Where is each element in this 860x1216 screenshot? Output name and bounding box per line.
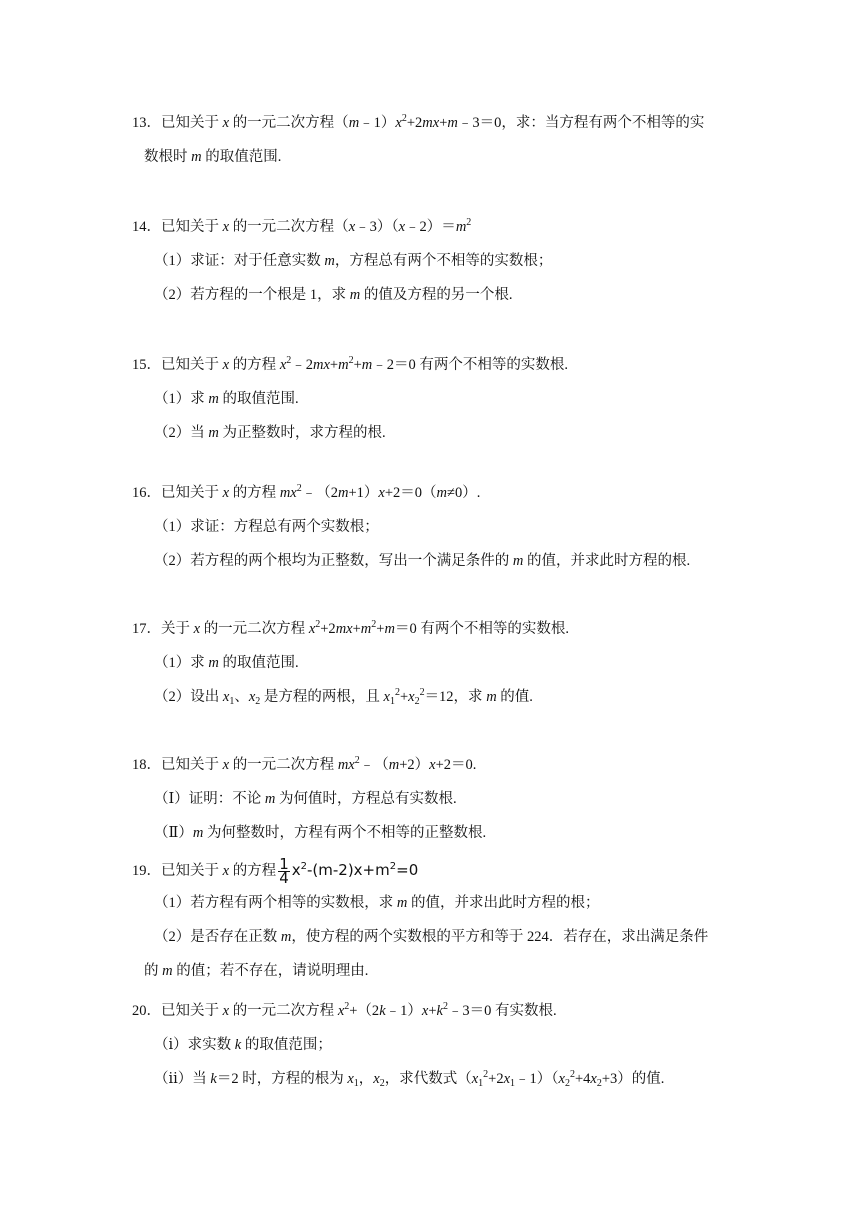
problem-17-stem: 17．关于 x 的一元二次方程 $x^2+2mx+m^2+m=0$ 有两个不相等的实数根. — [132, 619, 569, 637]
problem-13-line-2: 数根时 m 的取值范围. — [144, 149, 282, 165]
problem-17-part-2: （2）设出 $x_1$、$x_2$ 是方程的两根，且 $x_1^2+x_2^2=12$，求 m 的值. — [154, 687, 533, 707]
problem-18-stem: 18．已知关于 x 的一元二次方程 $mx^2﹣(m+2)x+2=0$. — [132, 755, 477, 773]
problem-19-part-2: （2）是否存在正数 m，使方程的两个实数根的平方和等于 224．若存在，求出满足条件 — [154, 929, 709, 945]
problem-19 — [132, 855, 732, 982]
problem-15 — [132, 354, 732, 444]
problem-19-part-1: （1）若方程有两个相等的实数根，求 m 的值，并求出此时方程的根； — [154, 895, 600, 911]
problem-14-part-1: （1）求证：对于任意实数 m，方程总有两个不相等的实数根； — [154, 253, 553, 269]
problem-14-stem: 14．已知关于 x 的一元二次方程$(x﹣3)(x﹣2)=m^2$ — [132, 217, 472, 235]
problem-16-part-2: （2）若方程的两个根均为正整数，写出一个满足条件的 m 的值，并求此时方程的根. — [154, 553, 691, 569]
problem-13 — [132, 112, 732, 168]
problem-16 — [132, 482, 732, 572]
problem-13-line-1: 13．已知关于 x 的一元二次方程$(m﹣1)x^2+2mx+m﹣3=0$，求：当方程有两个不相等的实 — [132, 113, 705, 131]
problem-15-stem: 15．已知关于 x 的方程 $x^2﹣2mx+m^2+m﹣2=0$ 有两个不相等的实数根. — [132, 355, 569, 373]
problem-14 — [132, 216, 732, 306]
problem-17 — [132, 618, 732, 708]
problem-18-part-2: （Ⅱ）m 为何整数时，方程有两个不相等的正整数根. — [154, 825, 487, 841]
problem-20-part-2: （ⅱ）当 k＝2 时，方程的根为 $x_1$，$x_2$，求代数式$(x_1^2+2x_1﹣1)(x_2^2+4x_2+3)$的值. — [154, 1069, 665, 1089]
problem-15-part-1: （1）求 m 的取值范围. — [154, 391, 299, 407]
problem-20 — [132, 1000, 732, 1090]
problem-19-part-2-cont: 的 m 的值；若不存在，请说明理由. — [144, 963, 369, 979]
problem-16-part-1: （1）求证：方程总有两个实数根； — [154, 519, 379, 535]
problem-15-part-2: （2）当 m 为正整数时，求方程的根. — [154, 425, 386, 441]
problem-18 — [132, 754, 732, 844]
problem-16-stem: 16．已知关于 x 的方程 $mx^2﹣(2m+1)x+2=0(m\ne 0)$. — [132, 483, 481, 501]
problem-20-stem: 20．已知关于 x 的一元二次方程 $x^2+(2k﹣1)x+k^2﹣3=0$ 有实数根. — [132, 1001, 557, 1019]
problem-18-part-1: （Ⅰ）证明：不论 m 为何值时，方程总有实数根. — [154, 791, 457, 807]
problem-17-part-1: （1）求 m 的取值范围. — [154, 655, 299, 671]
problem-14-part-2: （2）若方程的一个根是 1，求 m 的值及方程的另一个根. — [154, 287, 513, 303]
problem-19-stem: 19．已知关于 x 的方程 $\frac{1}{4}$ $x^2-(m-2)x+m^2=0$ — [132, 855, 419, 887]
problem-20-part-1: （ⅰ）求实数 k 的取值范围； — [154, 1037, 332, 1053]
